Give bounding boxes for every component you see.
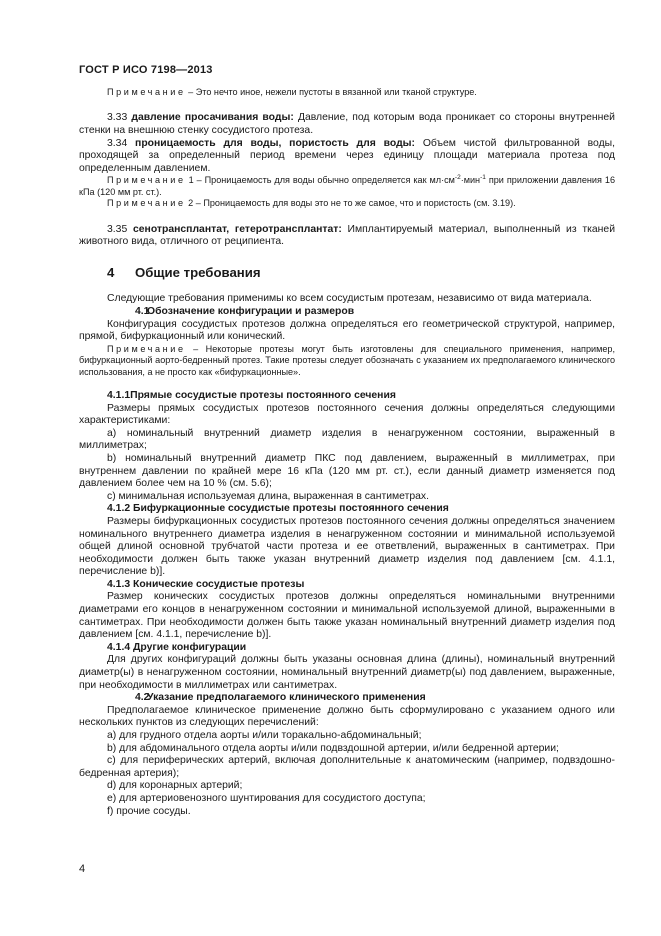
section-4-1-2-text: Размеры бифуркационных сосудистых протезов постоянного сечения должны определяться значением номинального внутреннего диаметра изделия в ненагруженном состоянии и минимальной используемой общей длиной основной трубчатой части протеза и ее ответвлений, выраженных в сантиметрах. При необходимости должен быть также указан внутренний диаметр изделия под давлением [см. 4.1.1, перечисление b)].	[79, 515, 615, 578]
note-4-1: Примечание – Некоторые протезы могут быть изготовлены для специального применения, например, бифуркационный аорто-бедренный протез. Такие протезы следует обозначать с указанием их предполагаемого клинического использования, а не просто как «бифуркационные».	[79, 343, 615, 377]
section-4-1-text: Конфигурация сосудистых протезов должна определяться его геометрической структурой, например, прямой, бифуркационный или конический.	[79, 318, 615, 343]
section-4-2-item-f: f) прочие сосуды.	[107, 805, 191, 817]
document-body	[79, 87, 615, 818]
section-4-1-1-item-b: b) номинальный внутренний диаметр ПКС под давлением, выраженный в миллиметрах, при внутреннем давлении по крайней мере 16 кПа (120 мм рт. ст.), если данный диаметр изменяется под давлением более чем на 10 % (см. 5.6);	[79, 452, 615, 490]
page-number: 4	[79, 863, 86, 875]
section-4-2-item-c: c) для периферических артерий, включая дополнительные к анатомическим (например, подвздошно-бедренная артерия);	[79, 755, 615, 779]
section-4-1-1-heading: 4.1.1Прямые сосудистые протезы постоянного сечения	[107, 389, 396, 401]
note-3-34-1: Примечание 1 – Проницаемость для воды обычно определяется как $мл\cdot см^{-2}\cdot мин^{-1}$ при приложении давления 16 кПа (120 мм рт. ст.).	[79, 174, 616, 197]
section-4-heading: 4 Общие требования	[107, 264, 261, 280]
section-4-intro: Следующие требования применимы ко всем сосудистым протезам, независимо от вида материала.	[107, 293, 592, 305]
note-top: Примечание – Это нечто иное, нежели пустоты в вязанной или тканой структуре.	[107, 87, 477, 97]
definition-3-34: 3.34 проницаемость для воды, пористость для воды: Объем чистой фильтрованной воды, проходящей за определенный период времени через единицу площади материала протеза под определенным давлением.	[79, 137, 615, 174]
section-4-2-heading: 4.2Указание предполагаемого клинического применения	[135, 692, 426, 704]
document-header: ГОСТ Р ИСО 7198—2013	[79, 64, 213, 76]
section-4-2-item-d: d) для коронарных артерий;	[107, 780, 243, 792]
section-4-2-item-a: a) для грудного отдела аорты и/или торакально-абдоминальный;	[107, 730, 422, 741]
section-4-1-4-text: Для других конфигураций должны быть указаны основная длина (длины), номинальный внутренний диаметр(ы) в ненагруженном состоянии, номинальный внутренний диаметр(ы) под давлением, выраженные, при необходимости в миллиметрах или сантиметрах.	[79, 654, 615, 691]
note-3-34-2: Примечание 2 – Проницаемость для воды это не то же самое, что и пористость (см. 3.19).	[107, 198, 516, 209]
section-4-1-1-item-a: a) номинальный внутренний диаметр изделия в ненагруженном состоянии, выраженный в миллиметрах;	[79, 427, 615, 452]
section-4-1-3-text: Размер конических сосудистых протезов должны определяться номинальными внутренними диаметрами его концов в ненагруженном состоянии и минимальной используемой длиной, выраженными в сантиметрах. При необходимости должен быть также указан номинальный внутренний диаметр изделия под давлением [см. 4.1.1, перечисление b)].	[79, 591, 615, 641]
section-4-1-heading: 4.1Обозначение конфигурации и размеров	[135, 305, 355, 317]
definition-3-35: 3.35 сенотрансплантат, гетеротрансплантат: Имплантируемый материал, выполненный из тканей животного вида, отличного от реципиента.	[79, 223, 615, 248]
section-4-1-2-heading: 4.1.2 Бифуркационные сосудистые протезы постоянного сечения	[107, 503, 449, 515]
definition-3-33: 3.33 давление просачивания воды: Давление, под которым вода проникает со стороны внутренней стенки на внешнюю стенку сосудистого протеза.	[79, 112, 615, 136]
section-4-2-item-b: b) для абдоминального отдела аорты и/или подвздошной артерии, и/или бедренной артерии;	[107, 742, 559, 754]
section-4-2-text: Предполагаемое клиническое применение должно быть сформулировано с указанием одного или нескольких пунктов из следующих перечислений:	[79, 704, 615, 729]
section-4-1-3-heading: 4.1.3 Конические сосудистые протезы	[107, 578, 305, 590]
section-4-1-1-text: Размеры прямых сосудистых протезов постоянного сечения должны определяться следующими характеристиками:	[79, 402, 615, 427]
section-4-1-4-heading: 4.1.4 Другие конфигурации	[107, 641, 247, 653]
section-4-1-1-item-c: c) минимальная используемая длина, выраженная в сантиметрах.	[107, 490, 429, 502]
section-4-2-item-e: e) для артериовенозного шунтирования для сосудистого доступа;	[107, 792, 426, 804]
